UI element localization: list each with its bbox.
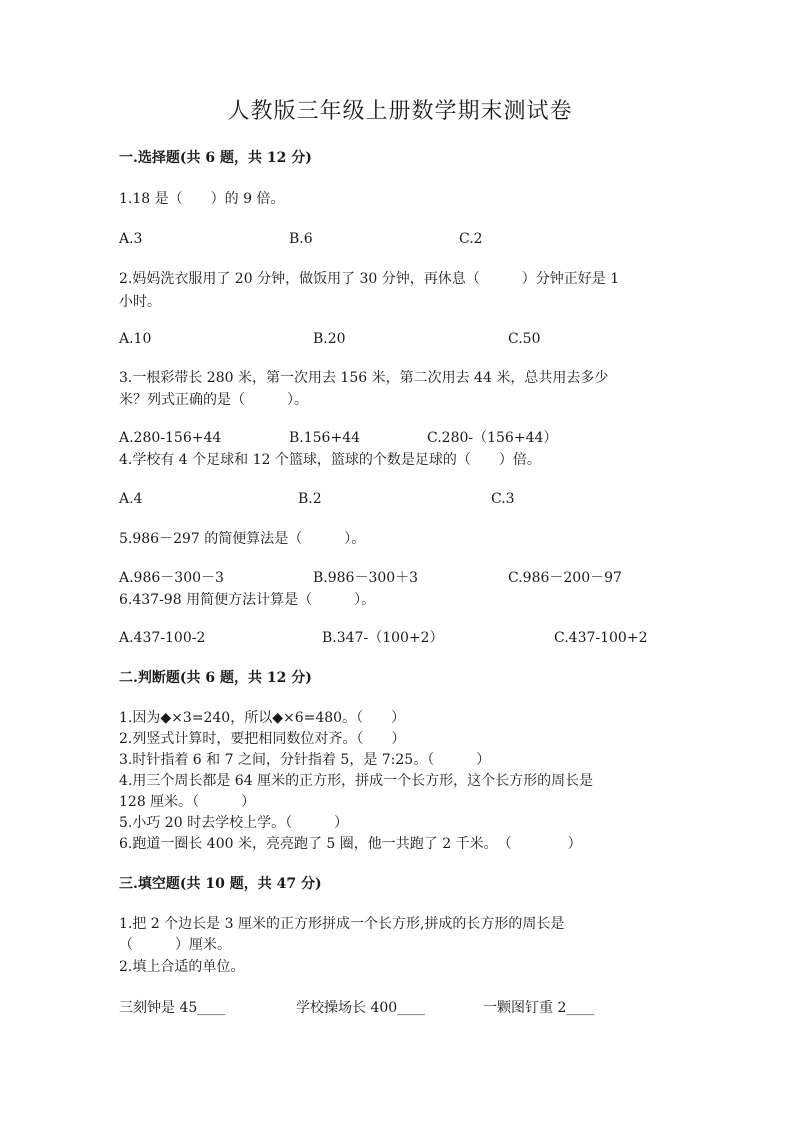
question-stem: 6.437-98 用简便方法计算是（ ）。: [119, 592, 376, 608]
option-c: C.3: [491, 491, 515, 507]
fill-item: 学校操场长 400____: [296, 1000, 426, 1016]
question-stem: 1.18 是（ ）的 9 倍。: [119, 191, 285, 207]
option-a: A.437-100-2: [119, 630, 206, 646]
option-b: B.2: [298, 491, 322, 507]
question-stem: 4.学校有 4 个足球和 12 个篮球，篮球的个数是足球的（ ）倍。: [119, 452, 541, 468]
option-a: A.4: [119, 491, 143, 507]
option-a: A.10: [119, 331, 152, 347]
section-heading-fill: 三.填空题(共 10 题，共 47 分): [119, 876, 322, 892]
question-stem: 5.986－297 的简便算法是（ ）。: [119, 531, 366, 547]
option-c: C.280-（156+44）: [427, 430, 558, 446]
page-title: 人教版三年级上册数学期末测试卷: [227, 99, 573, 124]
fill-item: 三刻钟是 45____: [119, 1000, 226, 1016]
judgment-line: 1.因为◆×3=240，所以◆×6=480。（ ）: [119, 710, 406, 726]
judgment-line: 4.用三个周长都是 64 厘米的正方形，拼成一个长方形，这个长方形的周长是: [119, 773, 594, 789]
option-a: A.986－300－3: [119, 570, 224, 586]
question-stem: 3.一根彩带长 280 米，第一次用去 156 米，第二次用去 44 米，总共用去多少: [119, 370, 609, 386]
section-heading-judgment: 二.判断题(共 6 题，共 12 分): [119, 670, 312, 686]
option-c: C.2: [459, 231, 483, 247]
judgment-line: 128 厘米。（ ）: [119, 794, 256, 810]
option-b: B.156+44: [289, 430, 361, 446]
fill-item: 一颗图钉重 2____: [483, 1000, 595, 1016]
fill-line: 1.把 2 个边长是 3 厘米的正方形拼成一个长方形,拼成的长方形的周长是: [119, 916, 565, 932]
section-heading-choice: 一.选择题(共 6 题，共 12 分): [119, 150, 312, 166]
option-c: C.986－200－97: [508, 570, 622, 586]
option-b: B.6: [289, 231, 313, 247]
judgment-line: 6.跑道一圈长 400 米，亮亮跑了 5 圈，他一共跑了 2 千米。 （ ）: [119, 836, 582, 852]
judgment-line: 5.小巧 20 时去学校上学。（ ）: [119, 815, 349, 831]
fill-line: 2.填上合适的单位。: [119, 959, 245, 975]
question-stem: 米？列式正确的是（ ）。: [119, 392, 308, 408]
option-b: B.986－300＋3: [313, 570, 419, 586]
option-c: C.50: [508, 331, 541, 347]
option-a: A.3: [119, 231, 143, 247]
fill-line: （ ）厘米。: [119, 937, 231, 953]
question-stem: 2.妈妈洗衣服用了 20 分钟，做饭用了 30 分钟，再休息（ ）分钟正好是 1: [119, 271, 620, 287]
judgment-line: 3.时针指着 6 和 7 之间，分针指着 5，是 7:25。（ ）: [119, 752, 491, 768]
judgment-line: 2.列竖式计算时，要把相同数位对齐。（ ）: [119, 731, 406, 747]
question-stem: 小时。: [119, 294, 161, 310]
option-c: C.437-100+2: [554, 630, 648, 646]
option-b: B.347-（100+2）: [322, 630, 444, 646]
option-a: A.280-156+44: [119, 430, 222, 446]
option-b: B.20: [313, 331, 346, 347]
